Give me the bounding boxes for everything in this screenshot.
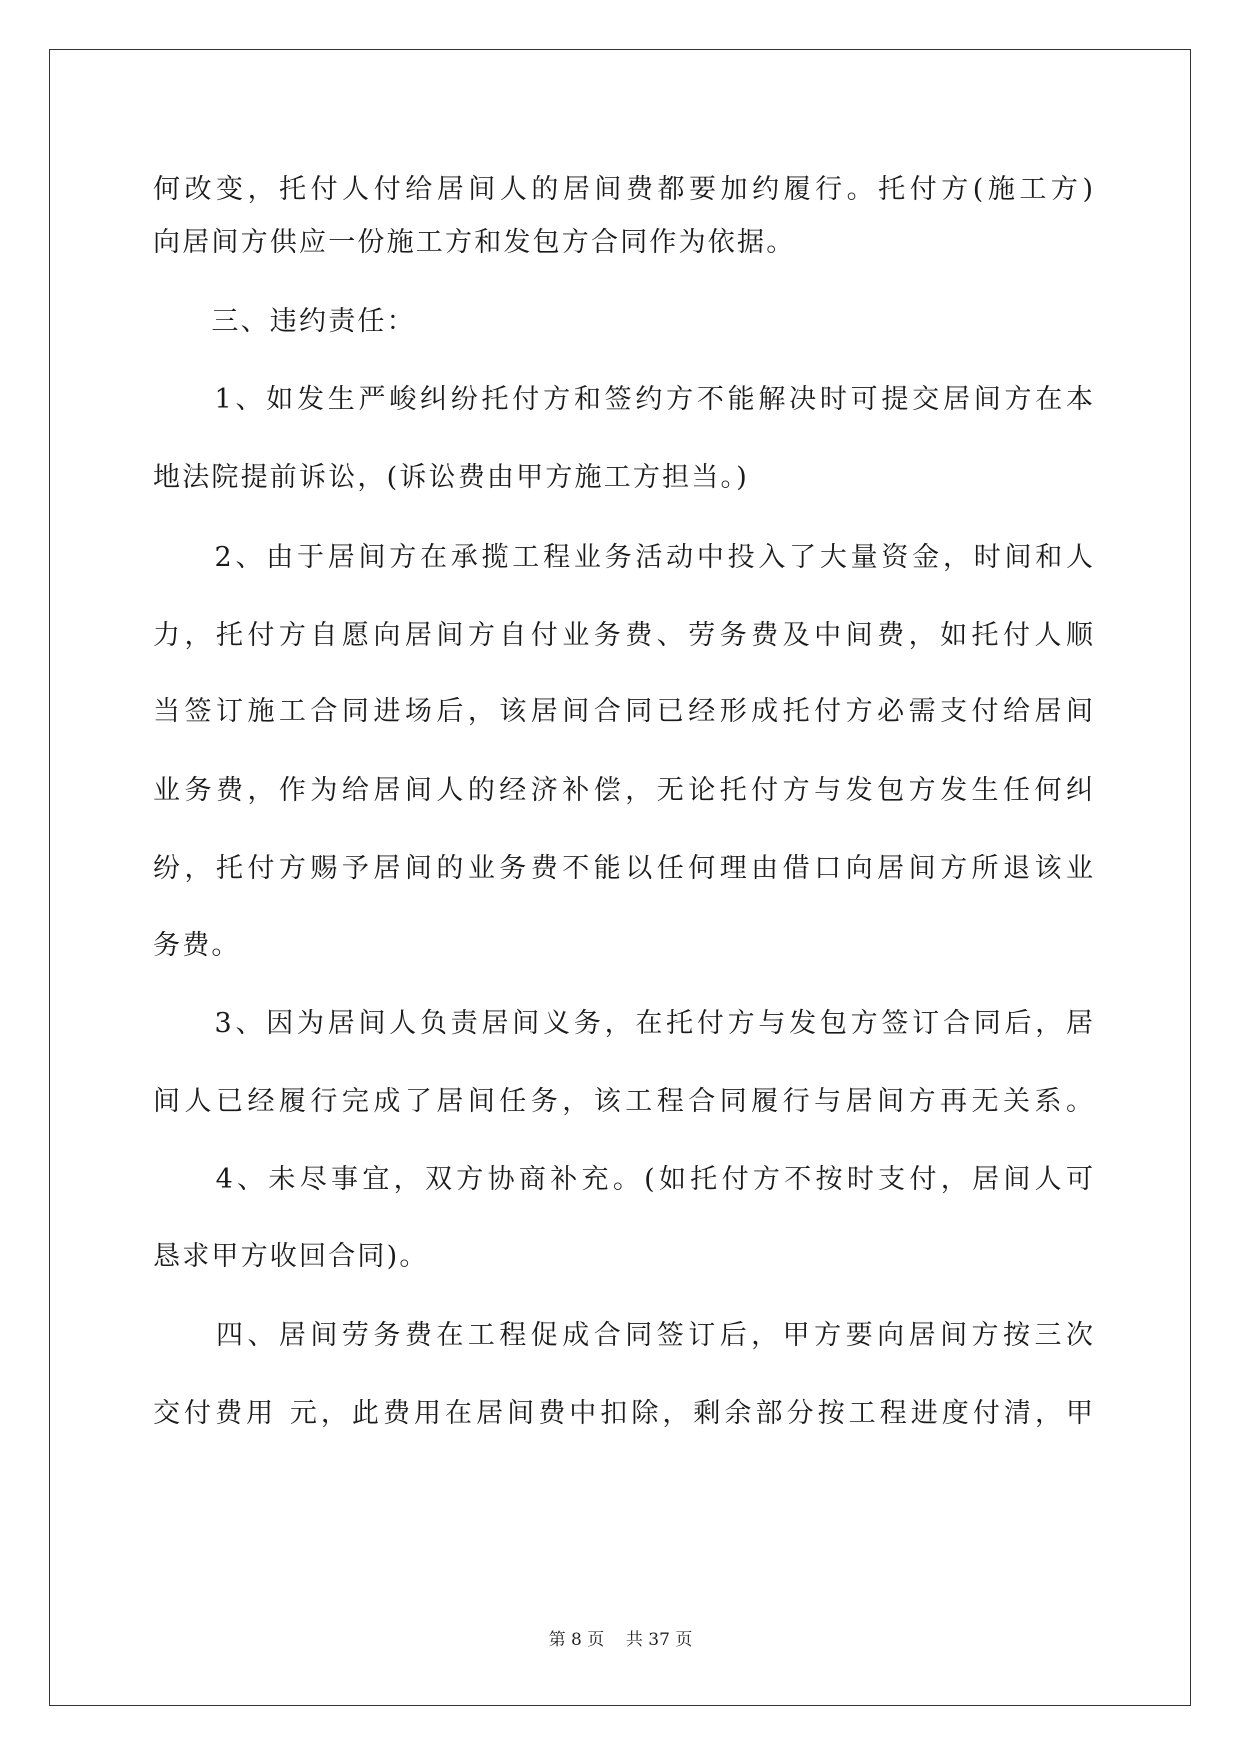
section-heading: 三、违约责任： — [153, 306, 416, 337]
text-line: 1、如发生严峻纠纷托付方和签约方不能解决时可提交居间方在本 — [153, 384, 1093, 415]
text-line: 何改变，托付人付给居间人的居间费都要加约履行。托付方(施工方) — [153, 174, 1093, 205]
text-line: 力，托付方自愿向居间方自付业务费、劳务费及中间费，如托付人顺 — [153, 620, 1093, 651]
text-line: 交付费用 元，此费用在居间费中扣除，剩余部分按工程进度付清，甲 — [153, 1398, 1093, 1429]
text-line: 业务费，作为给居间人的经济补偿，无论托付方与发包方发生任何纠 — [153, 775, 1093, 806]
page-number-footer: 第 8 页 共 37 页 — [548, 1630, 693, 1650]
text-line: 四、居间劳务费在工程促成合同签订后，甲方要向居间方按三次 — [153, 1320, 1093, 1351]
text-line: 2、由于居间方在承揽工程业务活动中投入了大量资金，时间和人 — [153, 542, 1093, 573]
text-line: 向居间方供应一份施工方和发包方合同作为依据。 — [153, 227, 796, 258]
text-line: 纷，托付方赐予居间的业务费不能以任何理由借口向居间方所退该业 — [153, 853, 1093, 884]
text-line: 地法院提前诉讼，(诉讼费由甲方施工方担当。) — [153, 462, 749, 493]
text-line: 间人已经履行完成了居间任务，该工程合同履行与居间方再无关系。 — [153, 1086, 1093, 1117]
text-line: 恳求甲方收回合同)。 — [153, 1241, 429, 1272]
text-line: 当签订施工合同进场后，该居间合同已经形成托付方必需支付给居间 — [153, 696, 1093, 727]
text-line: 务费。 — [153, 930, 241, 961]
text-line: 4、未尽事宜，双方协商补充。(如托付方不按时支付，居间人可 — [153, 1164, 1093, 1195]
text-line: 3、因为居间人负责居间义务，在托付方与发包方签订合同后，居 — [153, 1008, 1093, 1039]
